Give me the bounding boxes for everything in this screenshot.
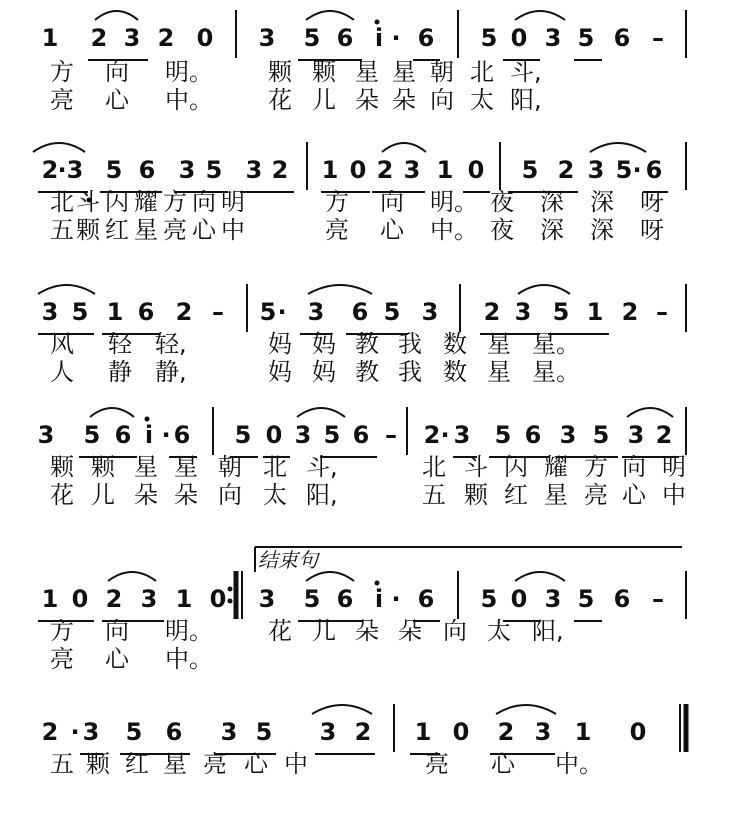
tie-arc (306, 11, 354, 20)
tie-arc (306, 572, 354, 581)
lyric-char: 静 (108, 358, 132, 386)
lyric-char: 中 (662, 481, 686, 509)
note: · (277, 298, 287, 326)
note: 0 (510, 24, 528, 52)
lyric-char: 颗 (91, 453, 115, 481)
note: – (652, 24, 664, 52)
lyric-char: 颗 (312, 58, 336, 86)
lyric-char: 呀 (640, 188, 664, 216)
note: 5 (303, 24, 321, 52)
note: 3 (82, 718, 100, 746)
lyric-char: 阳, (532, 617, 564, 645)
note: 5 (521, 156, 539, 184)
lyric-char: 儿 (312, 617, 336, 645)
lyric-char: 红 (504, 481, 528, 509)
lyric-char: 星。 (532, 330, 580, 358)
lyric-char: 花 (50, 481, 74, 509)
tie-arc (33, 143, 85, 152)
note: – (656, 298, 668, 326)
note: 1 (41, 24, 59, 52)
note: 1 (321, 156, 339, 184)
lyric-char: 人 (50, 358, 74, 386)
note: i (374, 585, 384, 613)
note: 6 (352, 421, 370, 449)
note: · (57, 156, 67, 184)
note: 2 (41, 718, 59, 746)
lyric-char: 向 (443, 617, 467, 645)
lyric-char: 心 (105, 645, 129, 673)
tie-arc (95, 11, 138, 20)
note: 1 (414, 718, 432, 746)
lyric-char: 颗 (464, 481, 488, 509)
note: 2 (376, 156, 394, 184)
lyric-char: 亮 (584, 481, 608, 509)
note: 3 (123, 24, 141, 52)
note: i (374, 24, 384, 52)
lyric-char: 朵 (174, 481, 198, 509)
lyric-char: 斗 (76, 188, 100, 216)
lyric-char: 向 (105, 617, 129, 645)
note: 3 (294, 421, 312, 449)
note: 5 (480, 585, 498, 613)
lyric-char: 明 (221, 188, 245, 216)
tie-arc (312, 705, 372, 714)
note: 5 (303, 585, 321, 613)
lyric-char: 心 (622, 481, 646, 509)
lyric-char: 星 (392, 58, 416, 86)
note: 3 (258, 585, 276, 613)
lyric-char: 颗 (268, 58, 292, 86)
lyric-char: 亮 (50, 645, 74, 673)
lyric-char: 闪 (504, 453, 528, 481)
repeat-dot (228, 587, 233, 592)
lyric-char: 星 (163, 750, 187, 778)
lyric-char: 五 (50, 750, 74, 778)
lyric-char: 朵 (398, 617, 422, 645)
note: 5 (592, 421, 610, 449)
lyric-char: 红 (105, 216, 129, 244)
note: 5 (83, 421, 101, 449)
note: 2 (157, 24, 175, 52)
note: 5 (125, 718, 143, 746)
note: 3 (514, 298, 532, 326)
lyric-char: 向 (192, 188, 216, 216)
lyric-char: 星 (355, 58, 379, 86)
lyric-char: 颗 (50, 453, 74, 481)
note: 6 (417, 585, 435, 613)
note: 2 (423, 421, 441, 449)
note: 3 (534, 718, 552, 746)
lyric-char: 太 (487, 617, 511, 645)
lyric-char: 夜 (490, 188, 514, 216)
lyric-char: 阳, (510, 86, 542, 114)
note: 3 (403, 156, 421, 184)
tie-arc (590, 143, 646, 152)
note: 0 (349, 156, 367, 184)
lyric-char: 我 (398, 330, 422, 358)
tie-arc (627, 408, 673, 417)
tie-arc (308, 285, 372, 294)
lyric-char: 风 (50, 330, 74, 358)
lyric-char: 星 (487, 330, 511, 358)
lyric-char: 明。 (165, 58, 213, 86)
lyric-char: 方 (50, 617, 74, 645)
lyric-char: 方 (163, 188, 187, 216)
lyric-char: 向 (380, 188, 404, 216)
lyric-char: 儿 (312, 86, 336, 114)
lyric-char: 深 (590, 216, 614, 244)
note: – (385, 421, 397, 449)
note: 5 (105, 156, 123, 184)
note: 3 (258, 24, 276, 52)
note: 5 (71, 298, 89, 326)
lyric-char: 妈 (312, 358, 336, 386)
note: 0 (209, 585, 227, 613)
lyric-char: 中。 (555, 750, 603, 778)
note: 6 (336, 585, 354, 613)
lyric-char: 颗 (86, 750, 110, 778)
note: · (632, 156, 642, 184)
lyric-char: 朵 (355, 617, 379, 645)
lyric-char: 中。 (430, 216, 478, 244)
lyric-char: 静, (155, 358, 187, 386)
lyric-char: 亮 (163, 216, 187, 244)
note: 1 (41, 585, 59, 613)
repeat-dot (228, 599, 233, 604)
tie-arc (515, 572, 565, 581)
lyric-char: 明 (662, 453, 686, 481)
lyric-char: 明。 (430, 188, 478, 216)
lyric-char: 朝 (430, 58, 454, 86)
note: 2 (354, 718, 372, 746)
lyric-char: 数 (443, 330, 467, 358)
lyric-char: 轻 (108, 330, 132, 358)
note: 0 (265, 421, 283, 449)
lyric-char: 深 (540, 188, 564, 216)
note: – (652, 585, 664, 613)
lyric-char: 中 (221, 216, 245, 244)
lyric-char: 花 (268, 86, 292, 114)
note: 5 (255, 718, 273, 746)
note: · (70, 718, 80, 746)
lyric-char: 星。 (532, 358, 580, 386)
note: 0 (196, 24, 214, 52)
lyric-char: 五 (50, 216, 74, 244)
note: 2 (175, 298, 193, 326)
note: 2 (90, 24, 108, 52)
lyric-char: 深 (540, 216, 564, 244)
note: 5 (494, 421, 512, 449)
note: 2 (483, 298, 501, 326)
note: 6 (336, 24, 354, 52)
lyric-char: 我 (398, 358, 422, 386)
lyric-char: 心 (192, 216, 216, 244)
note: 5 (552, 298, 570, 326)
note: 3 (178, 156, 196, 184)
tie-arc (297, 408, 345, 417)
lyric-char: 数 (443, 358, 467, 386)
note: 6 (165, 718, 183, 746)
note: 3 (587, 156, 605, 184)
note: 2 (271, 156, 289, 184)
lyric-char: 星 (487, 358, 511, 386)
note: 5 (577, 585, 595, 613)
lyric-char: 轻, (155, 330, 187, 358)
lyric-char: 妈 (312, 330, 336, 358)
lyric-char: 斗, (306, 453, 338, 481)
lyric-char: 五 (422, 481, 446, 509)
lyric-char: 北 (263, 453, 287, 481)
lyric-char: 儿 (91, 481, 115, 509)
lyric-char: 方 (325, 188, 349, 216)
lyric-char: 颗 (76, 216, 100, 244)
lyric-char: 耀 (134, 188, 158, 216)
tie-arc (382, 143, 426, 152)
lyric-char: 向 (105, 58, 129, 86)
note: 0 (629, 718, 647, 746)
lyric-char: 中。 (165, 645, 213, 673)
note: 5 (577, 24, 595, 52)
note: 6 (417, 24, 435, 52)
note: 1 (574, 718, 592, 746)
lyric-char: 向 (622, 453, 646, 481)
lyric-char: 中 (284, 750, 308, 778)
note: 1 (436, 156, 454, 184)
note: 1 (106, 298, 124, 326)
note: 6 (173, 421, 191, 449)
lyric-char: 向 (218, 481, 242, 509)
note: 3 (307, 298, 325, 326)
note: 3 (544, 585, 562, 613)
note: 3 (37, 421, 55, 449)
lyric-char: 亮 (425, 750, 449, 778)
note: 2 (621, 298, 639, 326)
lyric-char: 阳, (306, 481, 338, 509)
lyric-char: 闪 (105, 188, 129, 216)
lyric-char: 深 (590, 188, 614, 216)
note: 5 (480, 24, 498, 52)
note: 0 (467, 156, 485, 184)
note: 0 (71, 585, 89, 613)
note: · (391, 585, 401, 613)
tie-arc (108, 572, 156, 581)
tie-arc (515, 11, 565, 20)
lyric-char: 朵 (134, 481, 158, 509)
lyric-char: 明。 (165, 617, 213, 645)
note: · (391, 24, 401, 52)
note: i (144, 421, 154, 449)
note: 5 (323, 421, 341, 449)
lyric-char: 朵 (355, 86, 379, 114)
note: 6 (613, 24, 631, 52)
note: 6 (645, 156, 663, 184)
lyric-char: 花 (268, 617, 292, 645)
lyric-char: 朝 (218, 453, 242, 481)
lyric-char: 红 (125, 750, 149, 778)
note: 6 (524, 421, 542, 449)
lyric-char: 亮 (50, 86, 74, 114)
lyric-char: 北 (50, 188, 74, 216)
note: 0 (510, 585, 528, 613)
lyric-char: 亮 (203, 750, 227, 778)
lyric-char: 斗, (510, 58, 542, 86)
note: 3 (319, 718, 337, 746)
lyric-char: 朵 (392, 86, 416, 114)
note: · (161, 421, 171, 449)
tie-arc (496, 705, 556, 714)
note: 5 (383, 298, 401, 326)
note: 5 (205, 156, 223, 184)
note: 6 (137, 298, 155, 326)
note: 6 (114, 421, 132, 449)
ending-label: 结束句 (258, 548, 318, 572)
note: 5 (615, 156, 633, 184)
lyric-char: 呀 (640, 216, 664, 244)
lyric-char: 星 (134, 216, 158, 244)
note: 2 (557, 156, 575, 184)
note: 3 (544, 24, 562, 52)
note: 3 (627, 421, 645, 449)
lyric-char: 亮 (325, 216, 349, 244)
note: 6 (138, 156, 156, 184)
note: 1 (586, 298, 604, 326)
note: 3 (41, 298, 59, 326)
note: 3 (559, 421, 577, 449)
lyric-char: 星 (134, 453, 158, 481)
note: – (212, 298, 224, 326)
note: 5 (234, 421, 252, 449)
lyric-char: 教 (355, 330, 379, 358)
lyric-char: 星 (544, 481, 568, 509)
lyric-char: 北 (422, 453, 446, 481)
lyric-char: 心 (244, 750, 268, 778)
note: 0 (452, 718, 470, 746)
lyric-char: 教 (355, 358, 379, 386)
lyric-char: 耀 (544, 453, 568, 481)
note: 2 (105, 585, 123, 613)
note: 2 (497, 718, 515, 746)
note: 3 (421, 298, 439, 326)
note: 3 (453, 421, 471, 449)
lyric-char: 太 (470, 86, 494, 114)
note: 1 (175, 585, 193, 613)
lyric-char: 北 (470, 58, 494, 86)
lyric-char: 中。 (165, 86, 213, 114)
note: 3 (245, 156, 263, 184)
lyric-char: 妈 (268, 330, 292, 358)
lyric-char: 太 (263, 481, 287, 509)
note: 2 (41, 156, 59, 184)
lyric-char: 夜 (490, 216, 514, 244)
note: 6 (351, 298, 369, 326)
lyric-char: 星 (174, 453, 198, 481)
lyric-char: 心 (380, 216, 404, 244)
lyric-char: 心 (105, 86, 129, 114)
tie-arc (90, 408, 134, 417)
lyric-char: 心 (491, 750, 515, 778)
note: 6 (613, 585, 631, 613)
note: 3 (140, 585, 158, 613)
lyric-char: 妈 (268, 358, 292, 386)
note: 2 (655, 421, 673, 449)
lyric-char: 向 (430, 86, 454, 114)
note: 3 (220, 718, 238, 746)
lyric-char: 方 (584, 453, 608, 481)
tie-arc (518, 285, 570, 294)
note: 5 (259, 298, 277, 326)
note: · (440, 421, 450, 449)
tie-arc (38, 285, 95, 294)
lyric-char: 斗 (464, 453, 488, 481)
note: 3 (66, 156, 84, 184)
lyric-char: 方 (50, 58, 74, 86)
